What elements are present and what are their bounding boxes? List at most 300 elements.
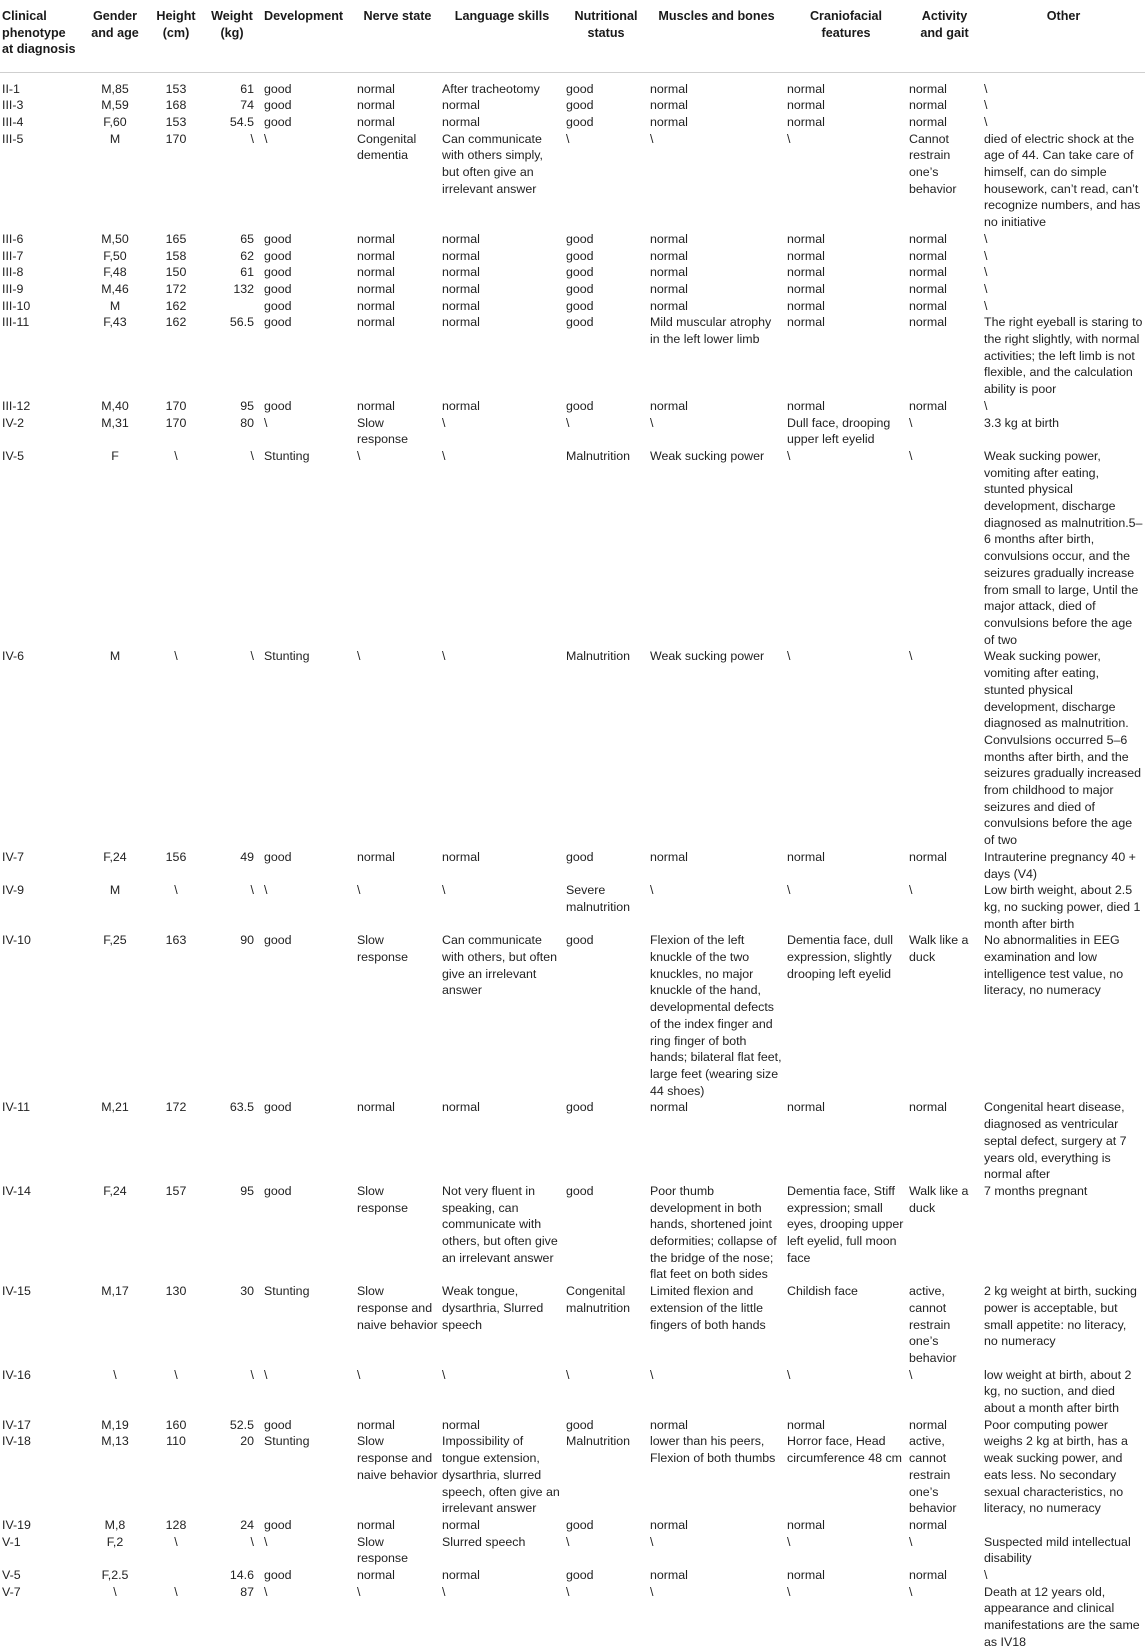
col-header-height: Height (cm) [150,0,202,72]
cell-language-skills: normal [442,1100,480,1115]
cell-development: good [264,1100,292,1115]
cell-other: \ [984,114,988,129]
cell-height: 110 [166,1434,186,1449]
col-header-development: Development [262,0,355,72]
cell-height: 162 [165,315,187,330]
cell-language-skills: \ [442,415,446,430]
cell-height: 128 [165,1517,187,1532]
cell-craniofacial: \ [787,649,791,664]
cell-nutritional-status: Malnutrition [566,448,631,463]
cell-craniofacial: normal [787,1568,825,1583]
cell-language-skills: normal [442,265,480,280]
cell-nutritional-status: good [566,849,594,864]
cell-nerve-state: normal [357,81,395,96]
cell-height: 170 [165,131,187,146]
cell-weight: \ [250,1534,254,1549]
cell-language-skills: normal [442,248,480,263]
table-row [0,882,1145,932]
cell-nutritional-status: good [566,398,594,413]
table-row [0,314,1145,398]
col-header-other: Other [982,0,1145,72]
cell-muscles-bones: Weak sucking power [650,448,765,463]
cell-muscles-bones: Limited flexion and extension of the little fingers of both hands [650,1284,766,1332]
cell-muscles-bones: lower than his peers, Flexion of both thumbs [650,1434,776,1466]
cell-language-skills: Not very fluent in speaking, can communicate with others, but often give an irrelevant answer [442,1183,558,1265]
cell-muscles-bones: \ [650,1534,654,1549]
table-body [0,72,1145,1651]
cell-craniofacial: Childish face [787,1284,858,1299]
cell-gender-age: F,24 [103,849,127,864]
cell-gender-age: \ [113,1367,117,1382]
col-header-weight: Weight (kg) [202,0,262,72]
cell-phenotype: IV-15 [2,1284,31,1299]
table-row [0,1517,1145,1534]
cell-muscles-bones: normal [650,1568,688,1583]
cell-development: \ [264,131,268,146]
cell-nutritional-status: \ [566,415,570,430]
cell-gender-age: F,60 [103,114,127,129]
cell-gender-age: M,8 [104,1517,126,1532]
table-row [0,398,1145,415]
cell-craniofacial: normal [787,1100,825,1115]
cell-height: 150 [165,265,187,280]
cell-nerve-state: normal [357,281,395,296]
cell-language-skills: normal [442,1568,480,1583]
cell-development: good [264,248,292,263]
cell-height: 170 [165,415,187,430]
cell-muscles-bones: normal [650,298,688,313]
cell-nutritional-status: good [566,81,594,96]
cell-weight: 24 [240,1517,254,1532]
cell-language-skills: normal [442,231,480,246]
cell-phenotype: III-9 [2,281,24,296]
cell-nutritional-status: good [566,298,594,313]
col-header-craniofacial: Craniofacial features [785,0,907,72]
cell-nutritional-status: good [566,265,594,280]
cell-craniofacial: Dull face, drooping upper left eyelid [787,415,891,447]
cell-phenotype: IV-18 [2,1434,31,1449]
col-header-phenotype: Clinical phenotype at diagnosis [0,0,80,72]
cell-weight: 132 [233,281,254,296]
cell-phenotype: IV-7 [2,849,25,864]
cell-gender-age: M [109,131,121,146]
cell-language-skills: normal [442,1417,480,1432]
col-header-nerve-state: Nerve state [355,0,440,72]
cell-language-skills: normal [442,114,480,129]
cell-language-skills: Can communicate with others, but often give an irrelevant answer [442,933,558,998]
cell-phenotype: III-10 [2,298,31,313]
cell-activity-gait: normal [909,1417,947,1432]
cell-craniofacial: normal [787,398,825,413]
cell-weight: 95 [240,398,254,413]
cell-craniofacial: normal [787,281,825,296]
table-row [0,72,1145,97]
cell-muscles-bones: \ [650,1367,654,1382]
cell-weight: \ [250,131,254,146]
cell-nutritional-status: good [566,1183,594,1198]
cell-weight: 14.6 [229,1568,254,1583]
cell-phenotype: II-1 [2,81,20,96]
cell-height: \ [174,1534,178,1549]
table-row [0,1099,1145,1183]
cell-gender-age: \ [113,1584,117,1599]
cell-activity-gait: normal [909,98,947,113]
cell-language-skills: \ [442,448,446,463]
cell-height: \ [174,448,178,463]
cell-language-skills: normal [442,849,480,864]
cell-language-skills: normal [442,98,480,113]
cell-nerve-state: normal [357,1568,395,1583]
cell-nutritional-status: good [566,248,594,263]
cell-nerve-state: \ [357,1584,361,1599]
cell-other: weighs 2 kg at birth, has a weak sucking power, and eats less. No secondary sexual characteristics, no literacy, no numeracy [984,1434,1128,1516]
table-row [0,1367,1145,1417]
cell-nerve-state: Slow response and naive behavior [357,1284,438,1332]
cell-nutritional-status: \ [566,1367,570,1382]
cell-craniofacial: normal [787,98,825,113]
cell-other: Weak sucking power, vomiting after eating, stunted physical development, discharge diagnosed as malnutrition.5–6 months after birth, convulsions occur, and the seizures gradually increase from small to large, Until the major attack, died of convulsions before the age of two [984,448,1143,647]
cell-craniofacial: normal [787,298,825,313]
cell-craniofacial: \ [787,1534,791,1549]
cell-gender-age: M,59 [101,98,129,113]
cell-nerve-state: normal [357,248,395,263]
cell-other: Congenital heart disease, diagnosed as ventricular septal defect, surgery at 7 years old, everything is normal after [984,1100,1127,1182]
cell-height: 130 [165,1284,187,1299]
cell-nutritional-status: good [566,1417,594,1432]
cell-phenotype: IV-6 [2,649,25,664]
cell-nerve-state: Slow response [357,933,408,965]
col-header-gender-age: Gender and age [80,0,150,72]
cell-language-skills: Slurred speech [442,1534,526,1549]
cell-phenotype: IV-5 [2,448,25,463]
cell-phenotype: III-11 [2,315,30,330]
table-row [0,264,1145,281]
cell-other: Intrauterine pregnancy 40 + days (V4) [984,849,1136,881]
cell-gender-age: M,85 [101,81,129,96]
cell-other: \ [984,98,988,113]
cell-nerve-state: normal [357,315,395,330]
cell-nerve-state: normal [357,265,395,280]
cell-craniofacial: \ [787,448,791,463]
cell-muscles-bones: normal [650,114,688,129]
cell-development: \ [264,1584,268,1599]
cell-weight: 74 [240,98,254,113]
cell-nerve-state: normal [357,849,395,864]
cell-phenotype: IV-11 [2,1100,31,1115]
table-row [0,1584,1145,1651]
cell-gender-age: F,48 [103,265,127,280]
cell-craniofacial: Dementia face, dull expression, slightly drooping left eyelid [787,933,894,981]
cell-other: low weight at birth, about 2 kg, no suction, and died about a month after birth [984,1367,1132,1416]
cell-nutritional-status: Malnutrition [566,649,631,664]
cell-activity-gait: Walk like a duck [909,933,969,965]
cell-other: Death at 12 years old, appearance and clinical manifestations are the same as IV18 [984,1584,1140,1649]
cell-gender-age: F,43 [103,315,127,330]
cell-gender-age: M [109,649,121,664]
cell-development: good [264,1568,292,1583]
cell-nerve-state: normal [357,398,395,413]
cell-activity-gait: \ [909,1534,913,1549]
cell-height: 157 [165,1183,187,1198]
cell-height: 172 [165,281,187,296]
cell-nutritional-status: \ [566,1584,570,1599]
cell-weight: 63.5 [229,1100,254,1115]
cell-weight: 90 [240,933,254,948]
cell-craniofacial: \ [787,131,791,146]
cell-nerve-state: normal [357,298,395,313]
cell-phenotype: III-8 [2,265,24,280]
table-row [0,131,1145,231]
cell-phenotype: V-7 [2,1584,21,1599]
table-row [0,1183,1145,1283]
cell-weight: 30 [240,1284,254,1299]
cell-nerve-state: Slow response and naive behavior [357,1434,438,1482]
cell-gender-age: F,25 [103,933,127,948]
cell-nerve-state: \ [357,649,361,664]
cell-phenotype: IV-16 [2,1367,31,1382]
cell-development: good [264,315,292,330]
table-row [0,114,1145,131]
cell-other: The right eyeball is staring to the right slightly, with normal activities; the left limb is not flexible, and the calculation ability is poor [984,315,1143,397]
cell-activity-gait: normal [909,114,947,129]
table-row [0,648,1145,848]
cell-muscles-bones: \ [650,1584,654,1599]
cell-activity-gait: active, cannot restrain one’s behavior [909,1434,957,1516]
cell-weight: \ [250,1367,254,1382]
cell-nerve-state: normal [357,114,395,129]
col-header-muscles-bones: Muscles and bones [648,0,785,72]
cell-muscles-bones: normal [650,81,688,96]
cell-weight: 95 [240,1183,254,1198]
cell-gender-age: M [109,883,121,898]
cell-language-skills: normal [442,281,480,296]
cell-weight: 52.5 [229,1417,254,1432]
cell-development: Stunting [264,649,310,664]
cell-muscles-bones: Weak sucking power [650,649,765,664]
cell-other: \ [984,1568,988,1583]
cell-nutritional-status: good [566,1568,594,1583]
cell-development: good [264,1183,292,1198]
cell-muscles-bones: normal [650,1517,688,1532]
cell-phenotype: III-7 [2,248,24,263]
cell-nerve-state: \ [357,448,361,463]
cell-activity-gait: normal [909,265,947,280]
cell-weight: 61 [240,81,254,96]
cell-phenotype: III-3 [2,98,24,113]
cell-other: 7 months pregnant [984,1183,1088,1198]
cell-gender-age: M,17 [101,1284,129,1299]
cell-gender-age: M,19 [101,1417,129,1432]
cell-nerve-state: normal [357,1417,395,1432]
cell-phenotype: III-4 [2,114,24,129]
cell-muscles-bones: normal [650,231,688,246]
cell-development: good [264,1417,292,1432]
cell-gender-age: M,46 [101,281,129,296]
cell-muscles-bones: Flexion of the left knuckle of the two knuckles, no major knuckle of the hand, developmental defects of the index finger and ring finger of both hands; bilateral flat feet, large feet (wearing size 44 shoes) [650,933,782,1098]
cell-nutritional-status: Congenital malnutrition [566,1284,631,1315]
cell-activity-gait: normal [909,281,947,296]
cell-development: good [264,281,292,296]
cell-development: good [264,933,292,948]
cell-muscles-bones: Mild muscular atrophy in the left lower limb [650,315,772,347]
cell-other: Poor computing power [984,1417,1108,1432]
cell-nerve-state: Congenital dementia [357,131,417,163]
cell-muscles-bones: normal [650,398,688,413]
cell-height: 168 [165,98,187,113]
cell-height: \ [174,883,178,898]
cell-other: \ [984,398,988,413]
cell-gender-age: F [111,448,119,463]
cell-weight: \ [250,649,254,664]
cell-nerve-state: normal [357,98,395,113]
cell-language-skills: \ [442,1584,446,1599]
cell-activity-gait: active, cannot restrain one’s behavior [909,1284,957,1365]
cell-development: good [264,398,292,413]
cell-other: \ [984,298,988,313]
cell-weight: 65 [240,231,254,246]
cell-craniofacial: normal [787,248,825,263]
table-row [0,97,1145,114]
table-row [0,248,1145,265]
cell-craniofacial: Dementia face, Stiff expression; small eyes, drooping upper left eyelid, full moon face [787,1183,904,1265]
cell-muscles-bones: \ [650,415,654,430]
cell-muscles-bones: normal [650,248,688,263]
cell-craniofacial: normal [787,315,825,330]
cell-craniofacial: normal [787,849,825,864]
cell-height: \ [174,1584,178,1599]
cell-other: \ [984,248,988,263]
cell-development: \ [264,1367,268,1382]
cell-activity-gait: normal [909,315,947,330]
cell-activity-gait: normal [909,248,947,263]
cell-weight: 61 [240,265,254,280]
col-header-nutritional-status: Nutritional status [564,0,648,72]
cell-nutritional-status: good [566,231,594,246]
cell-development: good [264,81,292,96]
cell-weight: 20 [240,1434,254,1449]
cell-language-skills: normal [442,298,480,313]
cell-gender-age: M,31 [101,415,129,430]
cell-gender-age: M,21 [101,1100,129,1115]
cell-phenotype: III-12 [2,398,31,413]
cell-gender-age: M,50 [101,231,129,246]
table-row [0,849,1145,882]
cell-craniofacial: \ [787,883,791,898]
table-row [0,1534,1145,1567]
cell-development: good [264,98,292,113]
cell-height: 163 [165,933,187,948]
cell-nutritional-status: Malnutrition [566,1434,631,1449]
cell-weight: 56.5 [229,315,254,330]
cell-activity-gait: normal [909,298,947,313]
cell-weight: \ [250,448,254,463]
cell-muscles-bones: normal [650,849,688,864]
cell-other: \ [984,281,988,296]
cell-muscles-bones: normal [650,281,688,296]
cell-height: \ [174,1367,178,1382]
cell-nutritional-status: good [566,114,594,129]
cell-height: 158 [165,248,187,263]
cell-language-skills: \ [442,883,446,898]
cell-development: Stunting [264,1434,310,1449]
cell-nutritional-status: good [566,315,594,330]
table-row [0,932,1145,1099]
cell-other: Suspected mild intellectual disability [984,1534,1131,1566]
table-row [0,448,1145,648]
cell-nerve-state: Slow response [357,1183,408,1215]
cell-gender-age: M [109,298,121,313]
cell-nerve-state: normal [357,1517,395,1532]
cell-nerve-state: \ [357,883,361,898]
cell-weight: 54.5 [229,114,254,129]
cell-weight: 87 [240,1584,254,1599]
cell-craniofacial: \ [787,1367,791,1382]
cell-other: \ [984,231,988,246]
cell-craniofacial: normal [787,1417,825,1432]
cell-other: \ [984,81,988,96]
cell-gender-age: F,2.5 [101,1568,129,1583]
cell-nutritional-status: \ [566,131,570,146]
cell-weight: 62 [240,248,254,263]
cell-development: good [264,298,292,313]
col-header-activity-gait: Activity and gait [907,0,982,72]
cell-weight: \ [250,883,254,898]
table-row [0,1433,1145,1517]
col-header-language-skills: Language skills [440,0,564,72]
cell-activity-gait: Cannot restrain one’s behavior [909,131,957,196]
cell-nutritional-status: good [566,281,594,296]
cell-language-skills: Impossibility of tongue extension, dysarthria, slurred speech, often give an irrelevant answer [442,1434,560,1516]
cell-activity-gait: normal [909,231,947,246]
cell-other: 3.3 kg at birth [984,415,1060,430]
cell-other: Weak sucking power, vomiting after eating, stunted physical development, discharge diagnosed as malnutrition. Convulsions occurred 5–6 months after birth, and the seizures gradually increased from childhood to major seizures and died of convulsions before the age of two [984,649,1142,848]
cell-development: \ [264,1534,268,1549]
cell-muscles-bones: normal [650,265,688,280]
table-row [0,281,1145,298]
cell-nerve-state: \ [357,1367,361,1382]
cell-other: 2 kg weight at birth, sucking power is acceptable, but small appetite: no literacy, no numeracy [984,1284,1137,1349]
cell-nerve-state: normal [357,1100,395,1115]
cell-gender-age: M,40 [101,398,129,413]
cell-craniofacial: Horror face, Head circumference 48 cm [787,1434,902,1466]
table-row [0,1283,1145,1367]
cell-nutritional-status: good [566,933,594,948]
cell-language-skills: After tracheotomy [442,81,540,96]
cell-activity-gait: \ [909,415,913,430]
table-row [0,231,1145,248]
cell-nerve-state: normal [357,231,395,246]
cell-nutritional-status: \ [566,1534,570,1549]
cell-development: good [264,265,292,280]
cell-height: 153 [165,81,187,96]
cell-development: good [264,1517,292,1532]
cell-activity-gait: normal [909,1568,947,1583]
table-row [0,1417,1145,1434]
cell-phenotype: III-6 [2,231,24,246]
cell-weight: 49 [240,849,254,864]
cell-muscles-bones: \ [650,883,654,898]
cell-height: 170 [165,398,187,413]
cell-language-skills: normal [442,1517,480,1532]
cell-activity-gait: normal [909,398,947,413]
cell-other [982,1517,1145,1534]
cell-other: Low birth weight, about 2.5 kg, no sucking power, died 1 month after birth [984,883,1141,931]
cell-language-skills: normal [442,398,480,413]
cell-nutritional-status: good [566,1100,594,1115]
cell-development: good [264,231,292,246]
cell-phenotype: IV-14 [2,1183,31,1198]
cell-phenotype: III-5 [2,131,24,146]
